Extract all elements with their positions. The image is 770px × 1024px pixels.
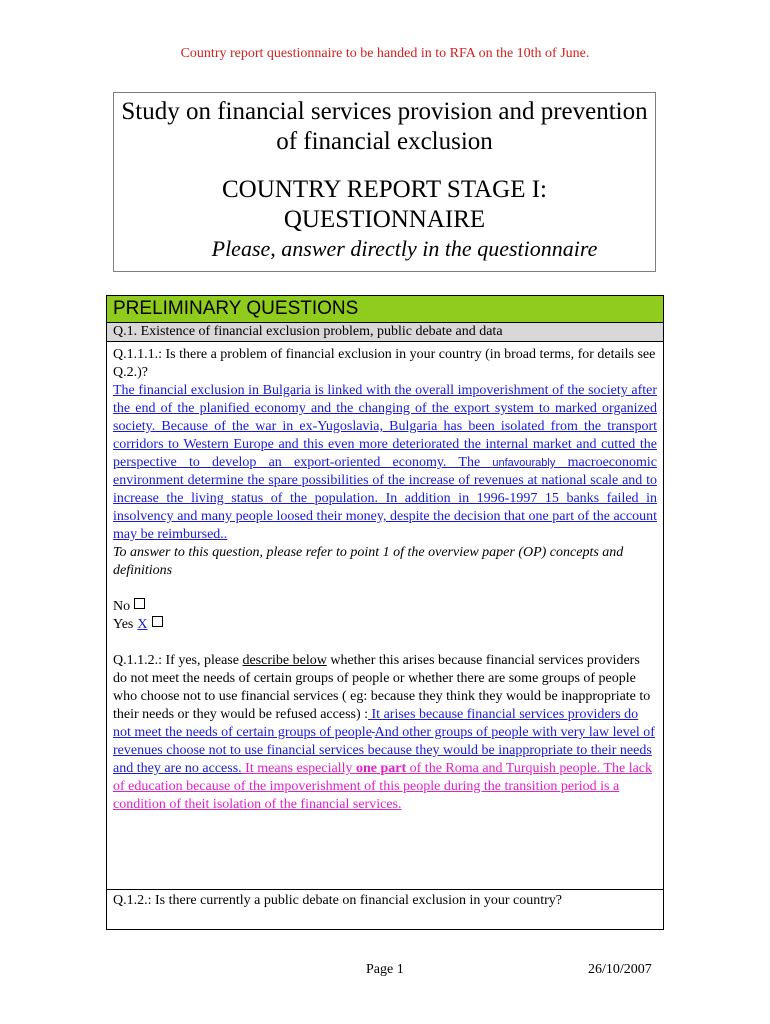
q12-question: Q.1.2.: Is there currently a public debate on financial exclusion in your country?: [113, 893, 563, 908]
q112-question-underlined: describe below: [242, 653, 327, 668]
section-heading: PRELIMINARY QUESTIONS: [107, 296, 663, 323]
yes-option[interactable]: [113, 616, 657, 634]
q111-answer-text-2: macroeconomic environment determine the spare possibilities of the increase of revenues at national scale and to increase the living status of the population. In addition in 1996-1997 15 banks failed in insolvency and many people loosed their money, despite the decision that one part of the account may be reimbursed..: [113, 455, 657, 542]
report-title-line-1: COUNTRY REPORT STAGE I:: [222, 176, 547, 203]
q112-answer-pink-1: It means especially: [241, 761, 356, 776]
page-number: Page 1: [366, 962, 404, 977]
q112-answer-pink-bold: one part: [355, 761, 407, 776]
footer-date: 26/10/2007: [588, 962, 652, 977]
report-title-line-2: QUESTIONNAIRE: [283, 206, 486, 233]
q112-question-rest: whether this arises because financial services providers do not meet the needs of certain groups of people or whether there are some groups of people who choose not to use financial services ( eg: because they think they would be inappropriate to their needs or they would be refused access) :: [113, 653, 651, 722]
q111-cell[interactable]: [107, 342, 663, 890]
q112-answer-blue-1: It arises because financial services providers do not meet the needs of certain groups of people: [113, 707, 639, 740]
no-option[interactable]: [113, 598, 657, 616]
q112-paragraph[interactable]: [113, 652, 657, 814]
q111-answer[interactable]: [113, 382, 657, 544]
q111-note: To answer to this question, please refer to point 1 of the overview paper (OP) concepts and definitions: [113, 545, 624, 578]
yes-checkbox[interactable]: [152, 616, 163, 627]
questionnaire-table: [106, 295, 664, 930]
q111-answer-text-1: The financial exclusion in Bulgaria is linked with the overall impoverishment of the society after the end of the planified economy and the changing of the export system to marked organized society. Because of the war in ex-Yugoslavia, Bulgaria has been isolated from the transport corridors to Western Europe and this even more deteriorated the internal market and cutted the perspective to develop an export-oriented economy. The: [113, 383, 657, 470]
q111-question: Q.1.1.1.: Is there a problem of financial exclusion in your country (in broad terms, for details see Q.2.)?: [113, 347, 656, 380]
q112-answer-pink-2: of the Roma and Turquish people. The lack of education because of the impoverishment of this people during the transition period is a condition of theit isolation of the financial services.: [113, 761, 653, 812]
study-title-line-2: of financial exclusion: [276, 128, 493, 155]
no-label: No: [113, 599, 131, 614]
q112-question-prefix: Q.1.1.2.: If yes, please: [113, 653, 243, 668]
q1-heading: Q.1. Existence of financial exclusion problem, public debate and data: [107, 323, 663, 342]
q12-cell[interactable]: [107, 890, 663, 928]
yes-mark: X: [137, 617, 148, 632]
submission-notice: Country report questionnaire to be handed in to RFA on the 10th of June.: [180, 46, 590, 61]
instruction-line: Please, answer directly in the questionnaire: [211, 236, 598, 261]
study-title-line-1: Study on financial services provision and prevention: [121, 98, 648, 125]
no-checkbox[interactable]: [134, 598, 145, 609]
q112-answer-blue-2: And other groups of people with very law level of revenues choose not to use financial services because they would be inappropriate to their needs and they are no access.: [113, 725, 655, 776]
title-box: [113, 92, 656, 272]
q111-answer-small-word: unfavourably: [492, 457, 556, 469]
yes-label: Yes: [113, 617, 134, 632]
